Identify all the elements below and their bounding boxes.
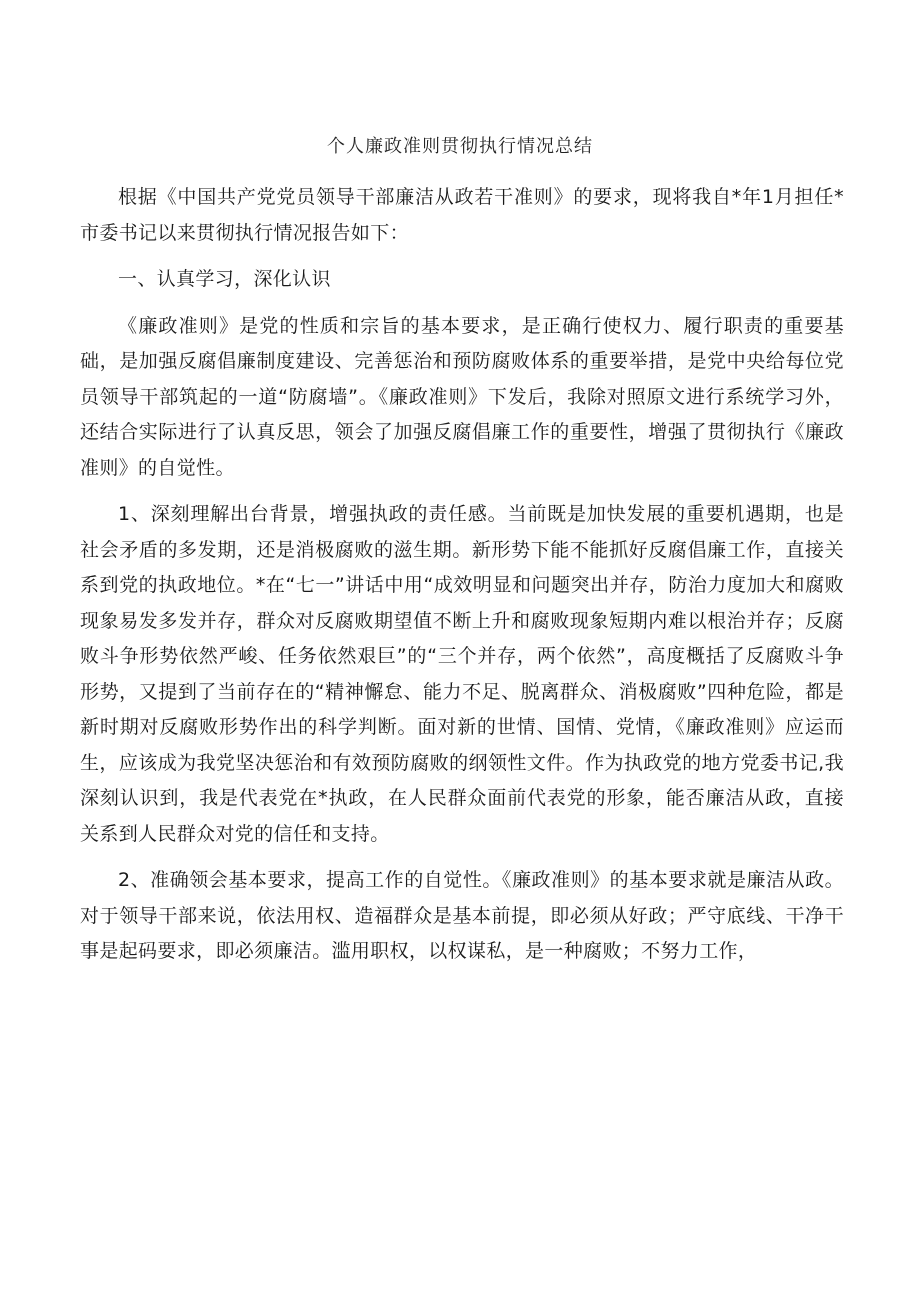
intro-paragraph: 根据《中国共产党党员领导干部廉洁从政若干准则》的要求，现将我自*年1月担任*市委书记以来贯彻执行情况报告如下：	[80, 186, 844, 244]
document-body	[80, 180, 844, 981]
body-paragraph-3: 2、准确领会基本要求，提高工作的自觉性。《廉政准则》的基本要求就是廉洁从政。对于领导干部来说，依法用权、造福群众是基本前提，即必须从好政；严守底线、干净干事是起码要求，即必须廉洁。滥用职权，以权谋私，是一种腐败；不努力工作，	[80, 869, 844, 962]
section-heading-1: 一、认真学习，深化认识	[118, 268, 331, 290]
body-paragraph-2: 1、深刻理解出台背景，增强执政的责任感。当前既是加快发展的重要机遇期，也是社会矛盾的多发期，还是消极腐败的滋生期。新形势下能不能抓好反腐倡廉工作，直接关系到党的执政地位。*在“七一”讲话中用“成效明显和问题突出并存，防治力度加大和腐败现象易发多发并存，群众对反腐败期望值不断上升和腐败现象短期内难以根治并存；反腐败斗争形势依然严峻、任务依然艰巨”的“三个并存，两个依然”，高度概括了反腐败斗争形势，又提到了当前存在的“精神懈怠、能力不足、脱离群众、消极腐败”四种危险，都是新时期对反腐败形势作出的科学判断。面对新的世情、国情、党情，《廉政准则》应运而生，应该成为我党坚决惩治和有效预防腐败的纲领性文件。作为执政党的地方党委书记,我深刻认识到，我是代表党在*执政，在人民群众面前代表党的形象，能否廉洁从政，直接关系到人民群众对党的信任和支持。	[80, 503, 844, 845]
body-paragraph-1: 《廉政准则》是党的性质和宗旨的基本要求，是正确行使权力、履行职责的重要基础，是加强反腐倡廉制度建设、完善惩治和预防腐败体系的重要举措，是党中央给每位党员领导干部筑起的一道“防腐墙”。《廉政准则》下发后，我除对照原文进行系统学习外，还结合实际进行了认真反思，领会了加强反腐倡廉工作的重要性，增强了贯彻执行《廉政准则》的自觉性。	[80, 314, 844, 479]
document-title: 个人廉政准则贯彻执行情况总结	[327, 136, 593, 157]
